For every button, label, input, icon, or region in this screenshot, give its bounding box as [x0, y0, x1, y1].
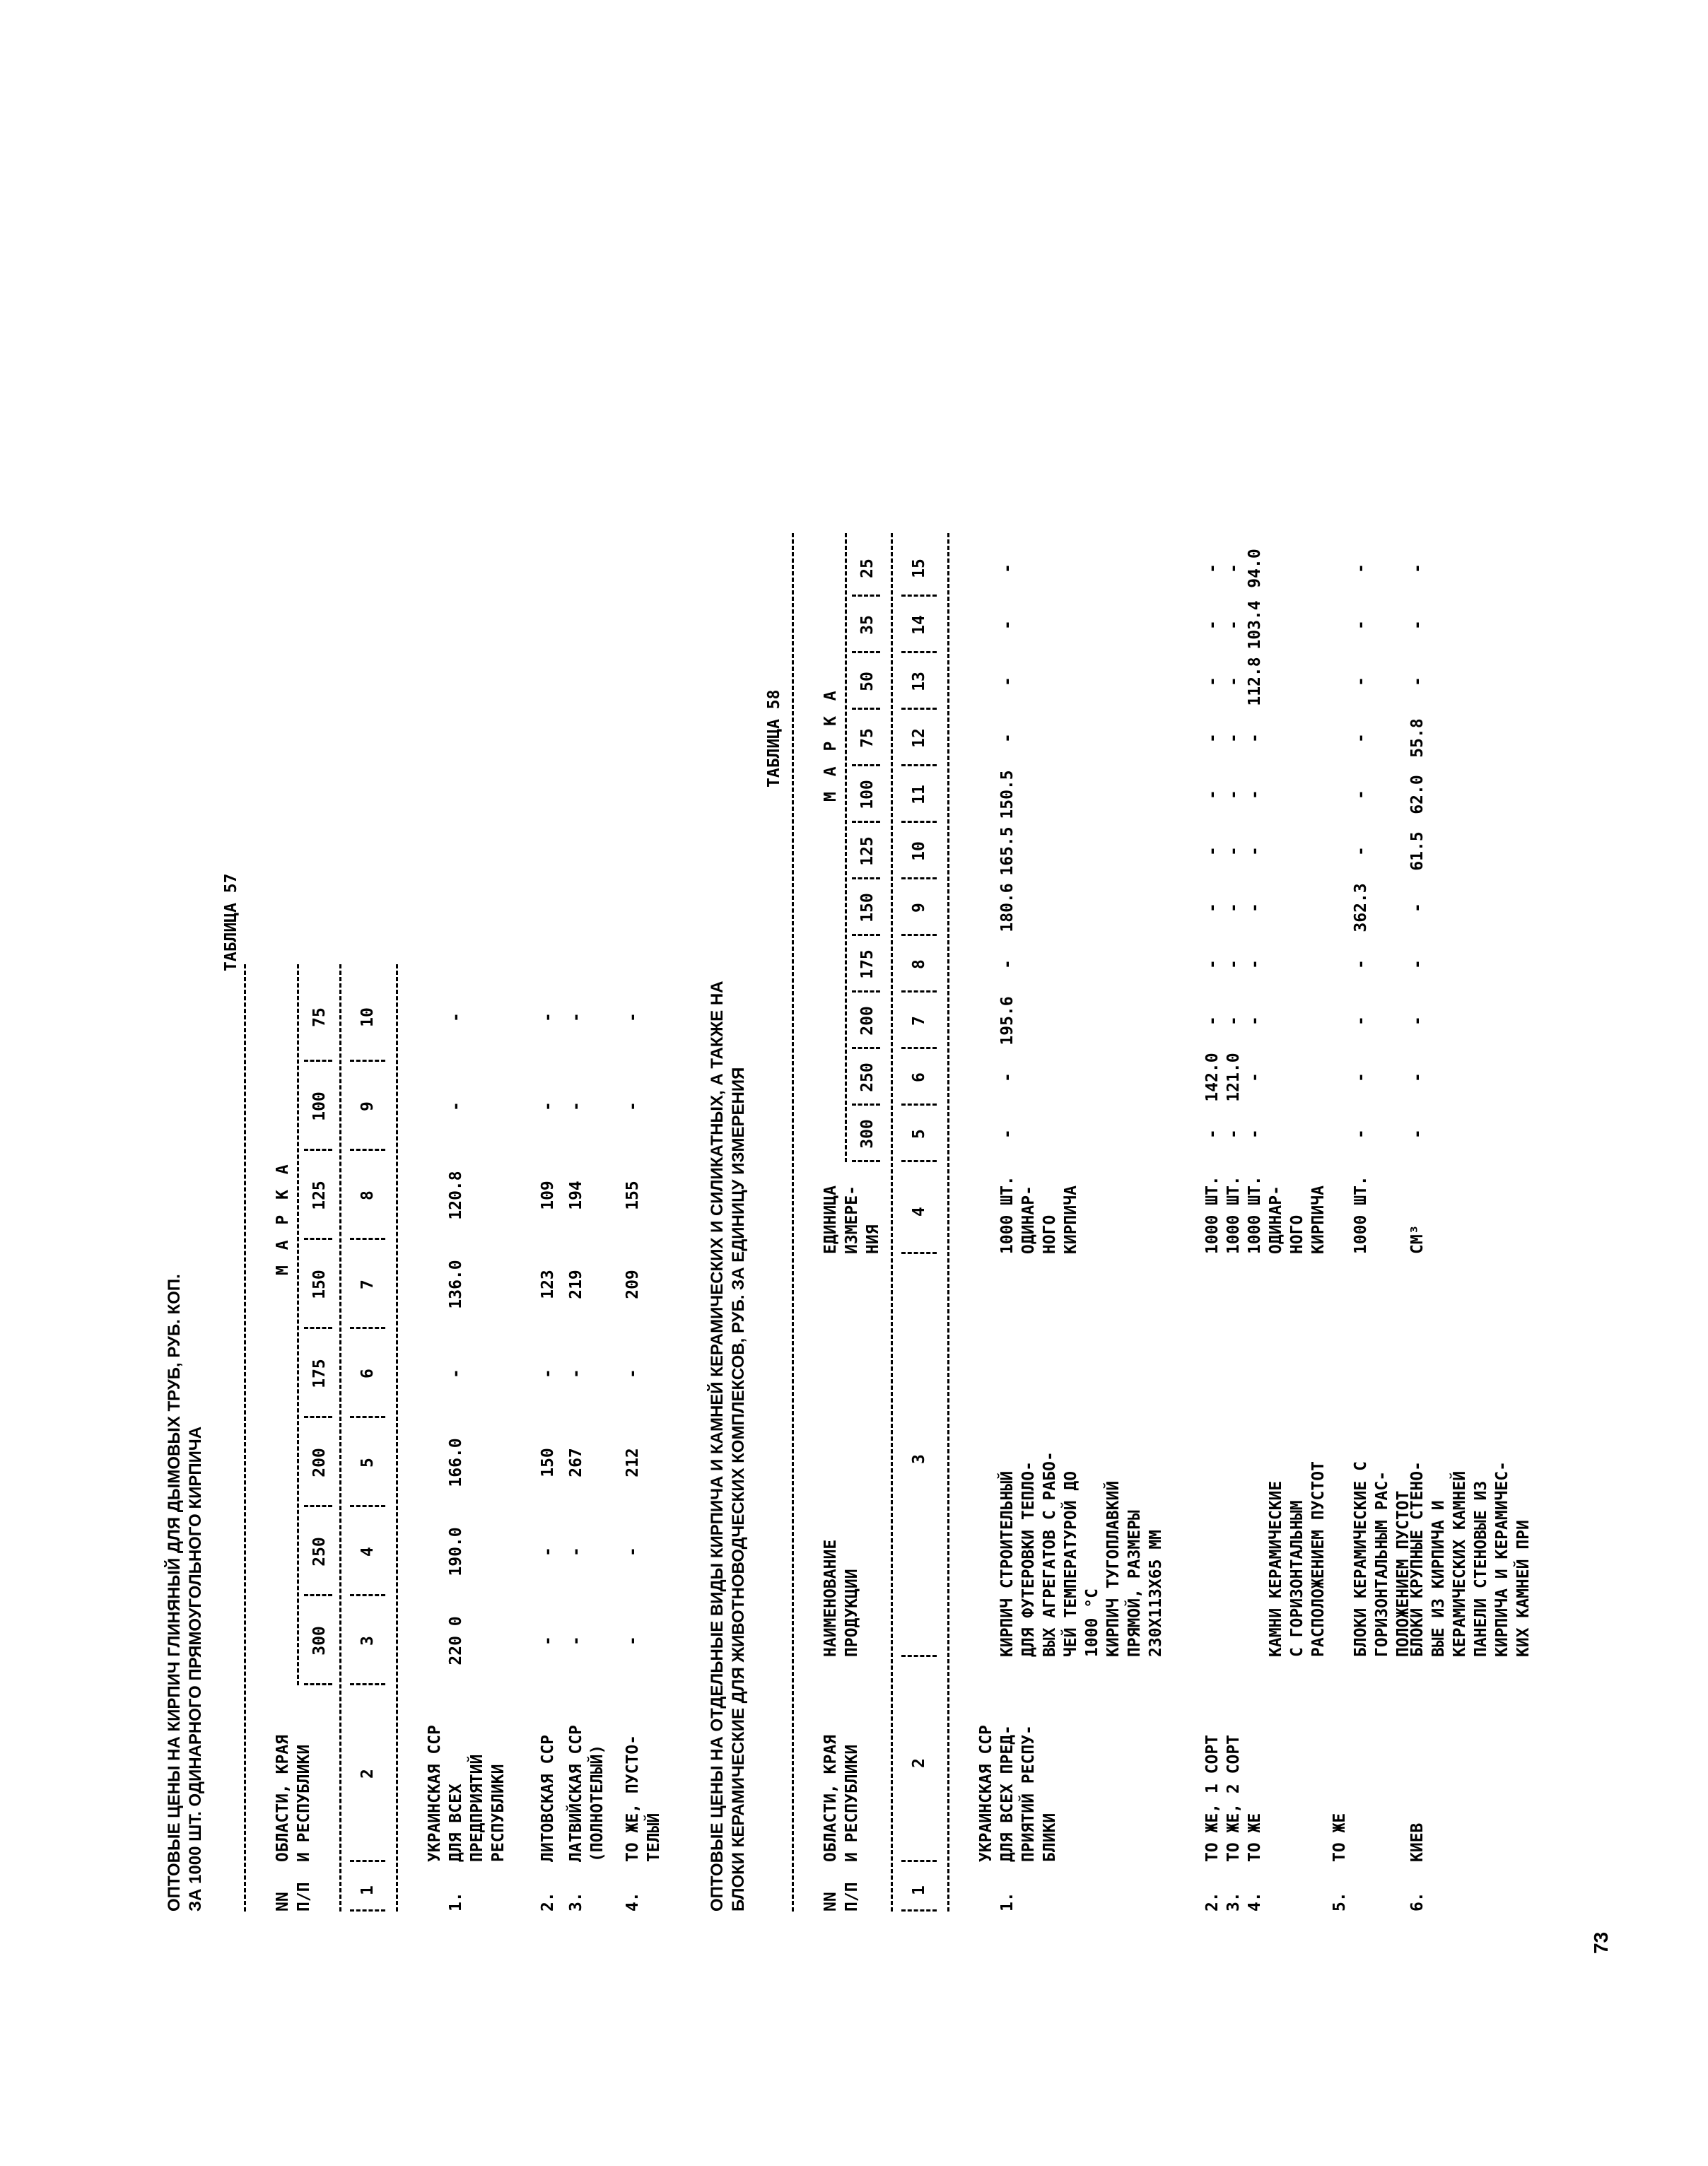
t58-colnum-label: 2 [910, 1758, 928, 1768]
t57-cell-value: 209 [624, 1270, 642, 1299]
t58-cell-value: - [1224, 903, 1243, 913]
t58-row-name: БЛОКИ КРУПНЫЕ СТЕНО- ВЫЕ ИЗ КИРПИЧА И КЕРАМИЧЕСКИХ КАМНЕЙ ПАНЕЛИ СТЕНОВЫЕ ИЗ КИРПИЧА И КЕРАМИЧЕС- КИХ КАМНЕЙ ПРИ [1408, 1461, 1533, 1657]
t58-row-region: ТО ЖЕ, 2 СОРТ [1224, 1734, 1243, 1862]
t58-colnum-label: 14 [910, 615, 928, 635]
t57-colnum-label: 8 [358, 1190, 377, 1200]
t58-cell-value: - [1408, 1129, 1427, 1139]
t58-head-unit: ЕДИНИЦА ИЗМЕРЕ- НИЯ [821, 1186, 882, 1254]
t57-row-region: ЛИТОВСКАЯ ССР [539, 1734, 557, 1862]
table58-label: ТАБЛИЦА 58 [765, 689, 783, 788]
t58-cell-value: - [998, 733, 1017, 743]
t58-cell-value: 61.5 [1408, 831, 1427, 871]
t58-cell-value: 112.8 [1246, 657, 1264, 706]
t57-colnum-label: 2 [358, 1769, 377, 1779]
t58-colnum-label: 5 [910, 1129, 928, 1139]
t57-row-region: УКРАИНСКАЯ ССР ДЛЯ ВСЕХ ПРЕДПРИЯТИЙ РЕСПУБЛИКИ [426, 1725, 508, 1862]
t58-cell-value: - [1203, 1129, 1222, 1139]
t58-cell-value: - [1352, 1129, 1370, 1139]
t58-mark-label: 200 [858, 1006, 877, 1036]
t57-rule-bottom [396, 964, 398, 1912]
t57-rule-top [244, 964, 246, 1912]
t58-cell-value: - [1352, 1072, 1370, 1082]
t57-colnum-label: 9 [358, 1101, 377, 1111]
t57-cell-value: - [447, 1369, 465, 1378]
t57-colnum-label: 6 [358, 1369, 377, 1378]
t57-cell-value: 220 0 [447, 1616, 465, 1666]
t58-row-region: КИЕВ [1408, 1822, 1427, 1862]
t58-mark-label: 300 [858, 1119, 877, 1149]
t57-mark-label: 200 [310, 1448, 329, 1477]
t58-cell-value: - [1224, 790, 1243, 800]
t58-cell-value: - [1203, 903, 1222, 913]
t58-cell-value: 195.6 [998, 996, 1017, 1046]
t57-cell-value: - [447, 1101, 465, 1111]
t58-colnum-label: 8 [910, 959, 928, 969]
t57-cell-value: 194 [567, 1181, 585, 1210]
t58-row-name: КИРПИЧ ТУГОПЛАВКИЙ ПРЯМОЙ, РАЗМЕРЫ 230Х113Х65 ММ [1104, 1480, 1165, 1657]
t57-cell-value: - [539, 1636, 557, 1646]
t58-row-region: ТО ЖЕ [1330, 1813, 1349, 1862]
t58-cell-value: 150.5 [998, 770, 1017, 819]
t58-row-unit: 1000 ШТ. ОДИНАР- НОГО КИРПИЧА [998, 1176, 1080, 1254]
t58-row-unit: 1000 ШТ. [1203, 1176, 1222, 1254]
t58-cell-value: - [998, 677, 1017, 686]
t57-row-number: 3. [567, 1892, 585, 1912]
t58-row-name: КИРПИЧ СТРОИТЕЛЬНЫЙ ДЛЯ ФУТЕРОВКИ ТЕПЛО- ВЫХ АГРЕГАТОВ С РАБО- ЧЕЙ ТЕМПЕРАТУРОЙ ДО 1000 °С [998, 1451, 1101, 1657]
t57-rule-marka [297, 964, 299, 1685]
t57-cell-value: 219 [567, 1270, 585, 1299]
t57-cell-value: 212 [624, 1448, 642, 1477]
t58-mark-label: 50 [858, 672, 877, 691]
t57-colnum-label: 4 [358, 1547, 377, 1557]
t58-cell-value: - [1246, 1016, 1264, 1026]
t58-colnum-label: 7 [910, 1016, 928, 1026]
t57-mark-label: 150 [310, 1270, 329, 1299]
t58-cell-value: 165.5 [998, 826, 1017, 876]
table57-title-line2: ЗА 1000 ШТ. ОДИНАРНОГО ПРЯМОУГОЛЬНОГО КИРПИЧА [186, 1426, 205, 1912]
t57-mark-label: 300 [310, 1626, 329, 1656]
t58-row-region: УКРАИНСКАЯ ССР ДЛЯ ВСЕХ ПРЕД- ПРИЯТИЙ РЕСПУ- БЛИКИ [977, 1725, 1059, 1862]
t58-cell-value: - [1352, 1016, 1370, 1026]
t58-cell-value: - [1224, 733, 1243, 743]
t57-cell-value: - [539, 1012, 557, 1022]
t58-cell-value: - [1203, 677, 1222, 686]
t58-colnum-label: 1 [910, 1885, 928, 1895]
t57-colnum-label: 10 [358, 1007, 377, 1027]
t58-head-region: ОБЛАСТИ, КРАЯ И РЕСПУБЛИКИ [821, 1734, 861, 1862]
t58-cell-value: - [1246, 1072, 1264, 1082]
t58-cell-value: - [998, 563, 1017, 573]
t57-cell-value: - [567, 1547, 585, 1557]
t57-cell-value: 190.0 [447, 1527, 465, 1576]
t58-row-name: КАМНИ КЕРАМИЧЕСКИЕ С ГОРИЗОНТАЛЬНЫМ РАСПОЛОЖЕНИЕМ ПУСТОТ [1267, 1461, 1328, 1657]
t58-mark-label: 125 [858, 836, 877, 866]
t57-cell-value: 267 [567, 1448, 585, 1477]
t57-mark-label: 75 [310, 1007, 329, 1027]
t58-head-name: НАИМЕНОВАНИЕ ПРОДУКЦИИ [821, 1539, 861, 1657]
t58-colnum-label: 12 [910, 728, 928, 748]
table58-title-line2: БЛОКИ КЕРАМИЧЕСКИЕ ДЛЯ ЖИВОТНОВОДЧЕСКИХ КОМПЛЕКСОВ, РУБ. ЗА ЕДИНИЦУ ИЗМЕРЕНИЯ [729, 1067, 748, 1912]
t58-row-region: ТО ЖЕ, 1 СОРТ [1203, 1734, 1222, 1862]
t58-cell-value: - [1224, 677, 1243, 686]
t57-cell-value: - [624, 1101, 642, 1111]
t58-cell-value: - [1352, 846, 1370, 856]
t58-cell-value: - [1408, 563, 1427, 573]
t58-row-unit: СМ³ [1408, 1224, 1427, 1254]
t58-colnum-label: 9 [910, 903, 928, 913]
table58-title-line1: ОПТОВЫЕ ЦЕНЫ НА ОТДЕЛЬНЫЕ ВИДЫ КИРПИЧА И КАМНЕЙ КЕРАМИЧЕСКИХ И СИЛИКАТНЫХ, А ТАКЖЕ НА [708, 980, 727, 1912]
t57-cell-value: - [567, 1369, 585, 1378]
t58-colnum-label: 6 [910, 1072, 928, 1082]
t58-cell-value: - [1352, 563, 1370, 573]
t58-rule-marka [845, 533, 847, 1162]
t58-mark-label: 150 [858, 893, 877, 923]
t58-row-region: ТО ЖЕ [1246, 1813, 1264, 1862]
t57-mark-label: 250 [310, 1537, 329, 1567]
t58-cell-value: - [1203, 1016, 1222, 1026]
t57-colnum-label: 5 [358, 1458, 377, 1468]
t58-mark-label: 35 [858, 615, 877, 635]
t58-cell-value: - [1246, 959, 1264, 969]
t58-colnum-label: 10 [910, 841, 928, 861]
t57-cell-value: - [624, 1547, 642, 1557]
t58-cell-value: - [1408, 959, 1427, 969]
t58-cell-value: - [1203, 790, 1222, 800]
page-number: 73 [1590, 1931, 1612, 1954]
t58-cell-value: - [1203, 733, 1222, 743]
t58-cell-value: - [1224, 846, 1243, 856]
t57-cell-value: - [567, 1636, 585, 1646]
t58-head-marka: М А Р К А [821, 688, 840, 802]
t58-cell-value: - [1408, 1016, 1427, 1026]
t58-colnum-label: 3 [910, 1454, 928, 1464]
t58-cell-value: - [1352, 790, 1370, 800]
t57-cell-value: 120.8 [447, 1171, 465, 1220]
t58-cell-value: 121.0 [1224, 1053, 1243, 1102]
t58-row-unit: 1000 ШТ. [1224, 1176, 1243, 1254]
t57-cell-value: - [624, 1369, 642, 1378]
t57-head-nn: NN П/П [274, 1882, 313, 1912]
t57-cell-value: - [624, 1636, 642, 1646]
t58-row-number: 4. [1246, 1892, 1264, 1912]
t58-cell-value: - [1246, 846, 1264, 856]
t58-cell-value: - [1224, 620, 1243, 630]
t58-row-unit: 1000 ШТ. [1352, 1176, 1370, 1254]
t57-mark-label: 100 [310, 1091, 329, 1121]
t58-cell-value: - [1203, 563, 1222, 573]
t58-colnum-label: 15 [910, 558, 928, 578]
t57-row-number: 4. [624, 1892, 642, 1912]
t58-rule-top [792, 533, 794, 1912]
t57-colnum-label: 1 [358, 1885, 377, 1895]
t57-row-region: ТО ЖЕ, ПУСТО- ТЕЛЫЙ [624, 1734, 663, 1862]
t57-colnum-label: 7 [358, 1280, 377, 1289]
t58-row-number: 5. [1330, 1892, 1349, 1912]
t58-cell-value: - [1203, 846, 1222, 856]
t58-cell-value: 103.4 [1246, 600, 1264, 650]
table57-label: ТАБЛИЦА 57 [222, 873, 240, 971]
t57-cell-value: - [539, 1101, 557, 1111]
t58-cell-value: 362.3 [1352, 883, 1370, 932]
t57-head-region: ОБЛАСТИ, КРАЯ И РЕСПУБЛИКИ [274, 1734, 313, 1862]
t57-cell-value: - [624, 1012, 642, 1022]
t57-rule-mid [339, 964, 341, 1912]
t58-mark-label: 100 [858, 780, 877, 809]
t58-cell-value: - [1246, 790, 1264, 800]
t58-colnum-label: 13 [910, 672, 928, 691]
t58-cell-value: - [1352, 677, 1370, 686]
t58-cell-value: - [998, 620, 1017, 630]
t58-mark-label: 25 [858, 558, 877, 578]
t58-row-number: 3. [1224, 1892, 1243, 1912]
t58-cell-value: - [998, 1129, 1017, 1139]
t58-cell-value: 94.0 [1246, 549, 1264, 588]
t58-cell-value: - [998, 1072, 1017, 1082]
t58-cell-value: - [1408, 1072, 1427, 1082]
t58-cell-value: - [1408, 620, 1427, 630]
t57-row-number: 1. [447, 1892, 465, 1912]
t58-cell-value: - [998, 959, 1017, 969]
t58-mark-label: 75 [858, 728, 877, 748]
t57-row-number: 2. [539, 1892, 557, 1912]
t58-cell-value: - [1203, 620, 1222, 630]
t57-cell-value: 150 [539, 1448, 557, 1477]
t57-colnum-label: 3 [358, 1636, 377, 1646]
t57-cell-value: - [567, 1101, 585, 1111]
t57-head-marka: М А Р К А [274, 1161, 292, 1275]
t58-rule-mid [891, 533, 893, 1912]
t58-cell-value: - [1224, 1016, 1243, 1026]
t58-cell-value: 180.6 [998, 883, 1017, 932]
t58-mark-label: 250 [858, 1062, 877, 1092]
t58-cell-value: 62.0 [1408, 775, 1427, 814]
t57-cell-value: 166.0 [447, 1438, 465, 1487]
t57-mark-label: 175 [310, 1359, 329, 1388]
t58-cell-value: - [1408, 903, 1427, 913]
table57-title-line1: ОПТОВЫЕ ЦЕНЫ НА КИРПИЧ ГЛИНЯНЫЙ ДЛЯ ДЫМОВЫХ ТРУБ, РУБ. КОП. [165, 1274, 184, 1912]
t58-cell-value: 142.0 [1203, 1053, 1222, 1102]
t58-mark-label: 175 [858, 949, 877, 979]
t58-cell-value: - [1408, 677, 1427, 686]
t58-cell-value: - [1224, 959, 1243, 969]
t58-cell-value: - [1352, 959, 1370, 969]
t58-row-number: 6. [1408, 1892, 1427, 1912]
t57-cell-value: - [539, 1369, 557, 1378]
t58-cell-value: - [1246, 733, 1264, 743]
t57-mark-label: 125 [310, 1181, 329, 1210]
t58-rule-bottom [947, 533, 949, 1912]
t58-cell-value: - [1203, 959, 1222, 969]
t58-cell-value: - [1224, 563, 1243, 573]
t57-row-region: ЛАТВИЙСКАЯ ССР (ПОЛНОТЕЛЫЙ) [567, 1725, 607, 1862]
t57-cell-value: - [567, 1012, 585, 1022]
t57-cell-value: 123 [539, 1270, 557, 1299]
t58-cell-value: 55.8 [1408, 718, 1427, 758]
t58-row-name: БЛОКИ КЕРАМИЧЕСКИЕ С ГОРИЗОНТАЛЬНЫМ РАС- ПОЛОЖЕНИЕМ ПУСТОТ [1352, 1461, 1412, 1657]
t58-colnum-label: 11 [910, 785, 928, 804]
t57-cell-value: 136.0 [447, 1260, 465, 1309]
t58-cell-value: - [1352, 733, 1370, 743]
t57-cell-value: 109 [539, 1181, 557, 1210]
t58-cell-value: - [1352, 620, 1370, 630]
t58-head-nn: NN П/П [821, 1882, 861, 1912]
t58-cell-value: - [1246, 1129, 1264, 1139]
t58-row-unit: 1000 ШТ. ОДИНАР- НОГО КИРПИЧА [1246, 1176, 1328, 1254]
t58-row-number: 2. [1203, 1892, 1222, 1912]
t58-cell-value: - [1246, 903, 1264, 913]
t57-cell-value: - [539, 1547, 557, 1557]
t58-colnum-label: 4 [910, 1207, 928, 1217]
t58-row-number: 1. [998, 1892, 1017, 1912]
t57-cell-value: - [447, 1012, 465, 1022]
t58-cell-value: - [1224, 1129, 1243, 1139]
t57-cell-value: 155 [624, 1181, 642, 1210]
